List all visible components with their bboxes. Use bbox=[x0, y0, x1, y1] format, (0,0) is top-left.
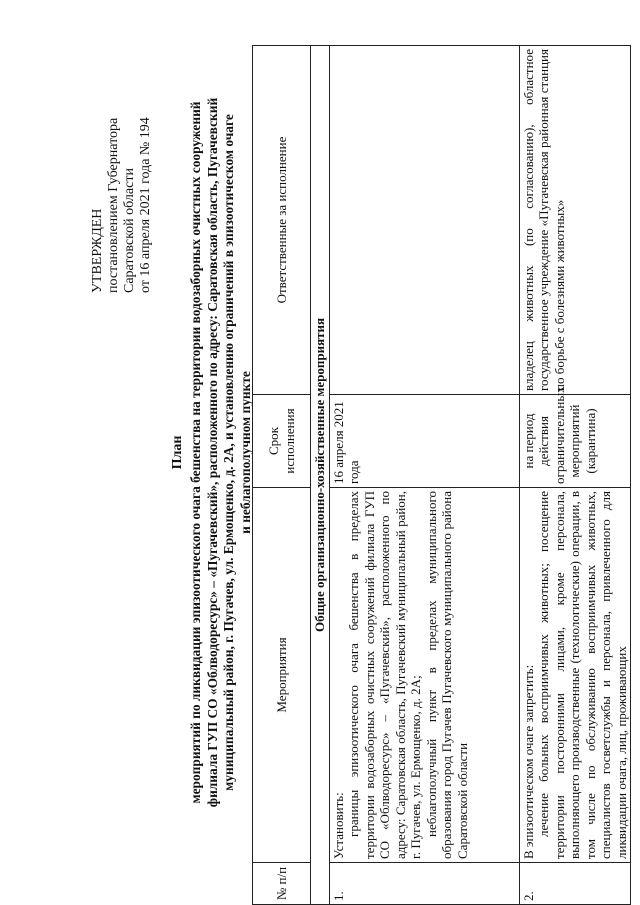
row-term: на период действия ограничительных мероприятий (карантина) bbox=[519, 395, 631, 488]
table-header-row bbox=[253, 46, 311, 905]
header-measures: Мероприятия bbox=[253, 488, 311, 863]
header-num: № п/п bbox=[253, 863, 311, 905]
row-term: 16 апреля 2021 года bbox=[329, 395, 519, 488]
approval-title: УТВЕРЖДЕН bbox=[90, 208, 105, 293]
plan-subtitle-line2: филиала ГУП СО «Облводоресурс» – «Пугачевский», расположенного по адресу: Саратовская область, Пугачевский bbox=[204, 97, 220, 808]
plan-subtitle-line1: мероприятий по ликвидации эпизоотического очага бешенства на территории водозаборных очистных сооружений bbox=[188, 101, 204, 804]
table-row bbox=[329, 46, 519, 905]
row-number: 1. bbox=[329, 863, 519, 905]
approval-decree: постановлением Губернатора bbox=[106, 117, 121, 293]
row-responsible: владелец животных (по согласованию), областное государственное учреждение «Пугачевская районная станция по борьбе с болезнями животных» bbox=[519, 46, 631, 395]
row-number: 2. bbox=[519, 863, 631, 905]
plan-heading bbox=[170, 80, 254, 825]
row-measure-item: границы эпизоотического очага бешенства в пределах территории водозаборных очистных сооружений филиала ГУП СО «Облводоресурс» – «Пугачевский», расположенного по адресу: Саратовская область, Пугачевский муниципальный район, г. Пугачев, ул. Ермощенко, д. 2А; bbox=[346, 491, 423, 859]
approval-date: от 16 апреля 2021 года № 194 bbox=[138, 117, 153, 293]
plan-subtitle-line4: и неблагополучном пункте bbox=[237, 371, 253, 534]
section-row bbox=[311, 46, 330, 905]
row-measure-intro: В эпизоотическом очаге запретить: bbox=[520, 664, 536, 859]
header-term: Срок исполнения bbox=[253, 395, 311, 488]
table-row bbox=[519, 46, 631, 905]
row-measure-item: неблагополучный пункт в пределах муниципального образования город Пугачев Пугачевского муниципального района Саратовской области bbox=[423, 491, 470, 859]
approval-region: Саратовской области bbox=[122, 168, 137, 293]
approval-block bbox=[90, 33, 154, 293]
row-measure-intro: Установить: bbox=[330, 792, 346, 859]
row-measures bbox=[519, 488, 631, 863]
row-measures bbox=[329, 488, 519, 863]
row-responsible bbox=[329, 46, 519, 395]
plan-title: План bbox=[170, 435, 185, 470]
measures-table bbox=[252, 45, 631, 905]
plan-subtitle-line3: муниципальный район, г. Пугачев, ул. Ермощенко, д. 2А, и установлению ограничений в эпизоотическом очаге bbox=[221, 114, 237, 791]
row-measure-item: лечение больных восприимчивых животных; посещение территории посторонними лицами, кроме персонала, выполняющего производственные (технологические) операции, в том числе по обслуживанию восприимчивых животных, специалистов госветслужбы и персонала, привлеченного для ликвидации очага, лиц, проживающих bbox=[536, 491, 629, 859]
header-responsible: Ответственные за исполнение bbox=[253, 46, 311, 395]
section-title: Общие организационно-хозяйственные мероприятия bbox=[311, 46, 330, 905]
